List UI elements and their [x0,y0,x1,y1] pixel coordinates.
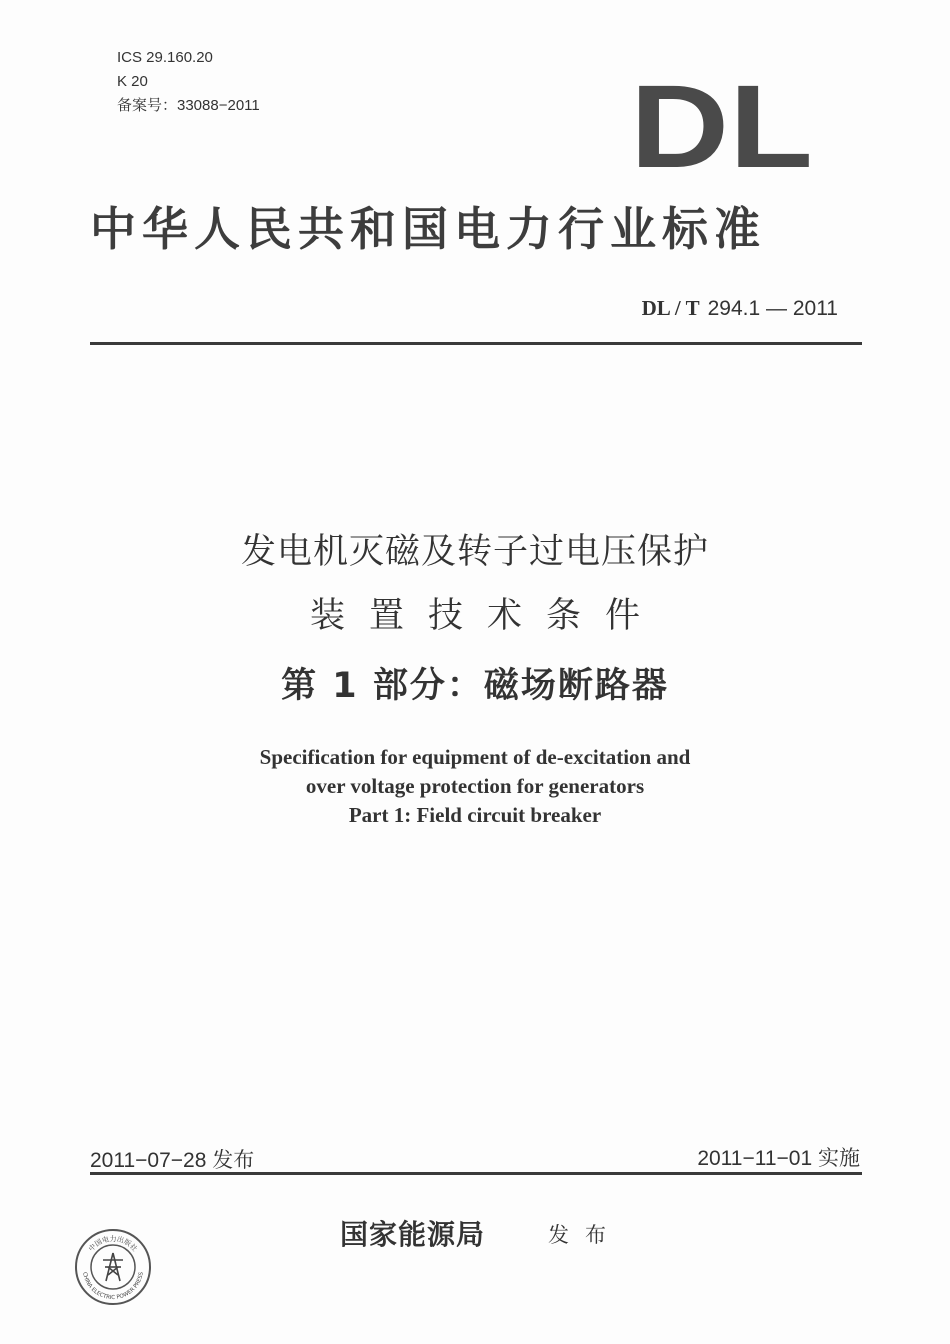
ics-code: ICS 29.160.20 [117,49,213,66]
issue-action: 发布 [548,1223,622,1247]
classification-block [117,46,260,118]
issue-date: 2011−07−28 发布 [90,1149,255,1172]
publisher-seal-icon [73,1227,153,1307]
seal-text-cn: 中国电力出版社 [87,1235,139,1254]
title-cn-line3: 第 1 部分：磁场断路器 [281,666,669,706]
header-divider [90,342,862,345]
title-en-line1: Specification for equipment of de-excitation and [259,745,691,769]
seal-text-en: CHINA ELECTRIC POWER PRESS [81,1271,145,1302]
title-en-line3: Part 1: Field circuit breaker [348,803,602,827]
title-en-line2: over voltage protection for generators [305,774,645,798]
title-cn-line1: 发电机灭磁及转子过电压保护 [240,532,709,572]
category-code: K 20 [117,73,148,90]
svg-text:中国电力出版社 [87,1234,140,1253]
dl-logo [630,75,815,170]
title-cn-line2: 装置技术条件 [309,596,664,636]
standard-number [642,296,838,321]
dl-logo-text: DL [630,75,813,170]
issuing-authority: 国家能源局 [340,1218,486,1251]
standard-number-value: 294.1 — 2011 [707,297,838,320]
transmission-tower-icon [103,1253,123,1281]
standard-number-prefix: DL / T [641,296,700,320]
filing-number: 备案号：33088−2011 [117,97,260,114]
footer-divider [90,1172,862,1175]
standard-type-title: 中华人民共和国电力行业标准 [90,202,766,256]
implementation-date: 2011−11−01 实施 [697,1147,860,1170]
